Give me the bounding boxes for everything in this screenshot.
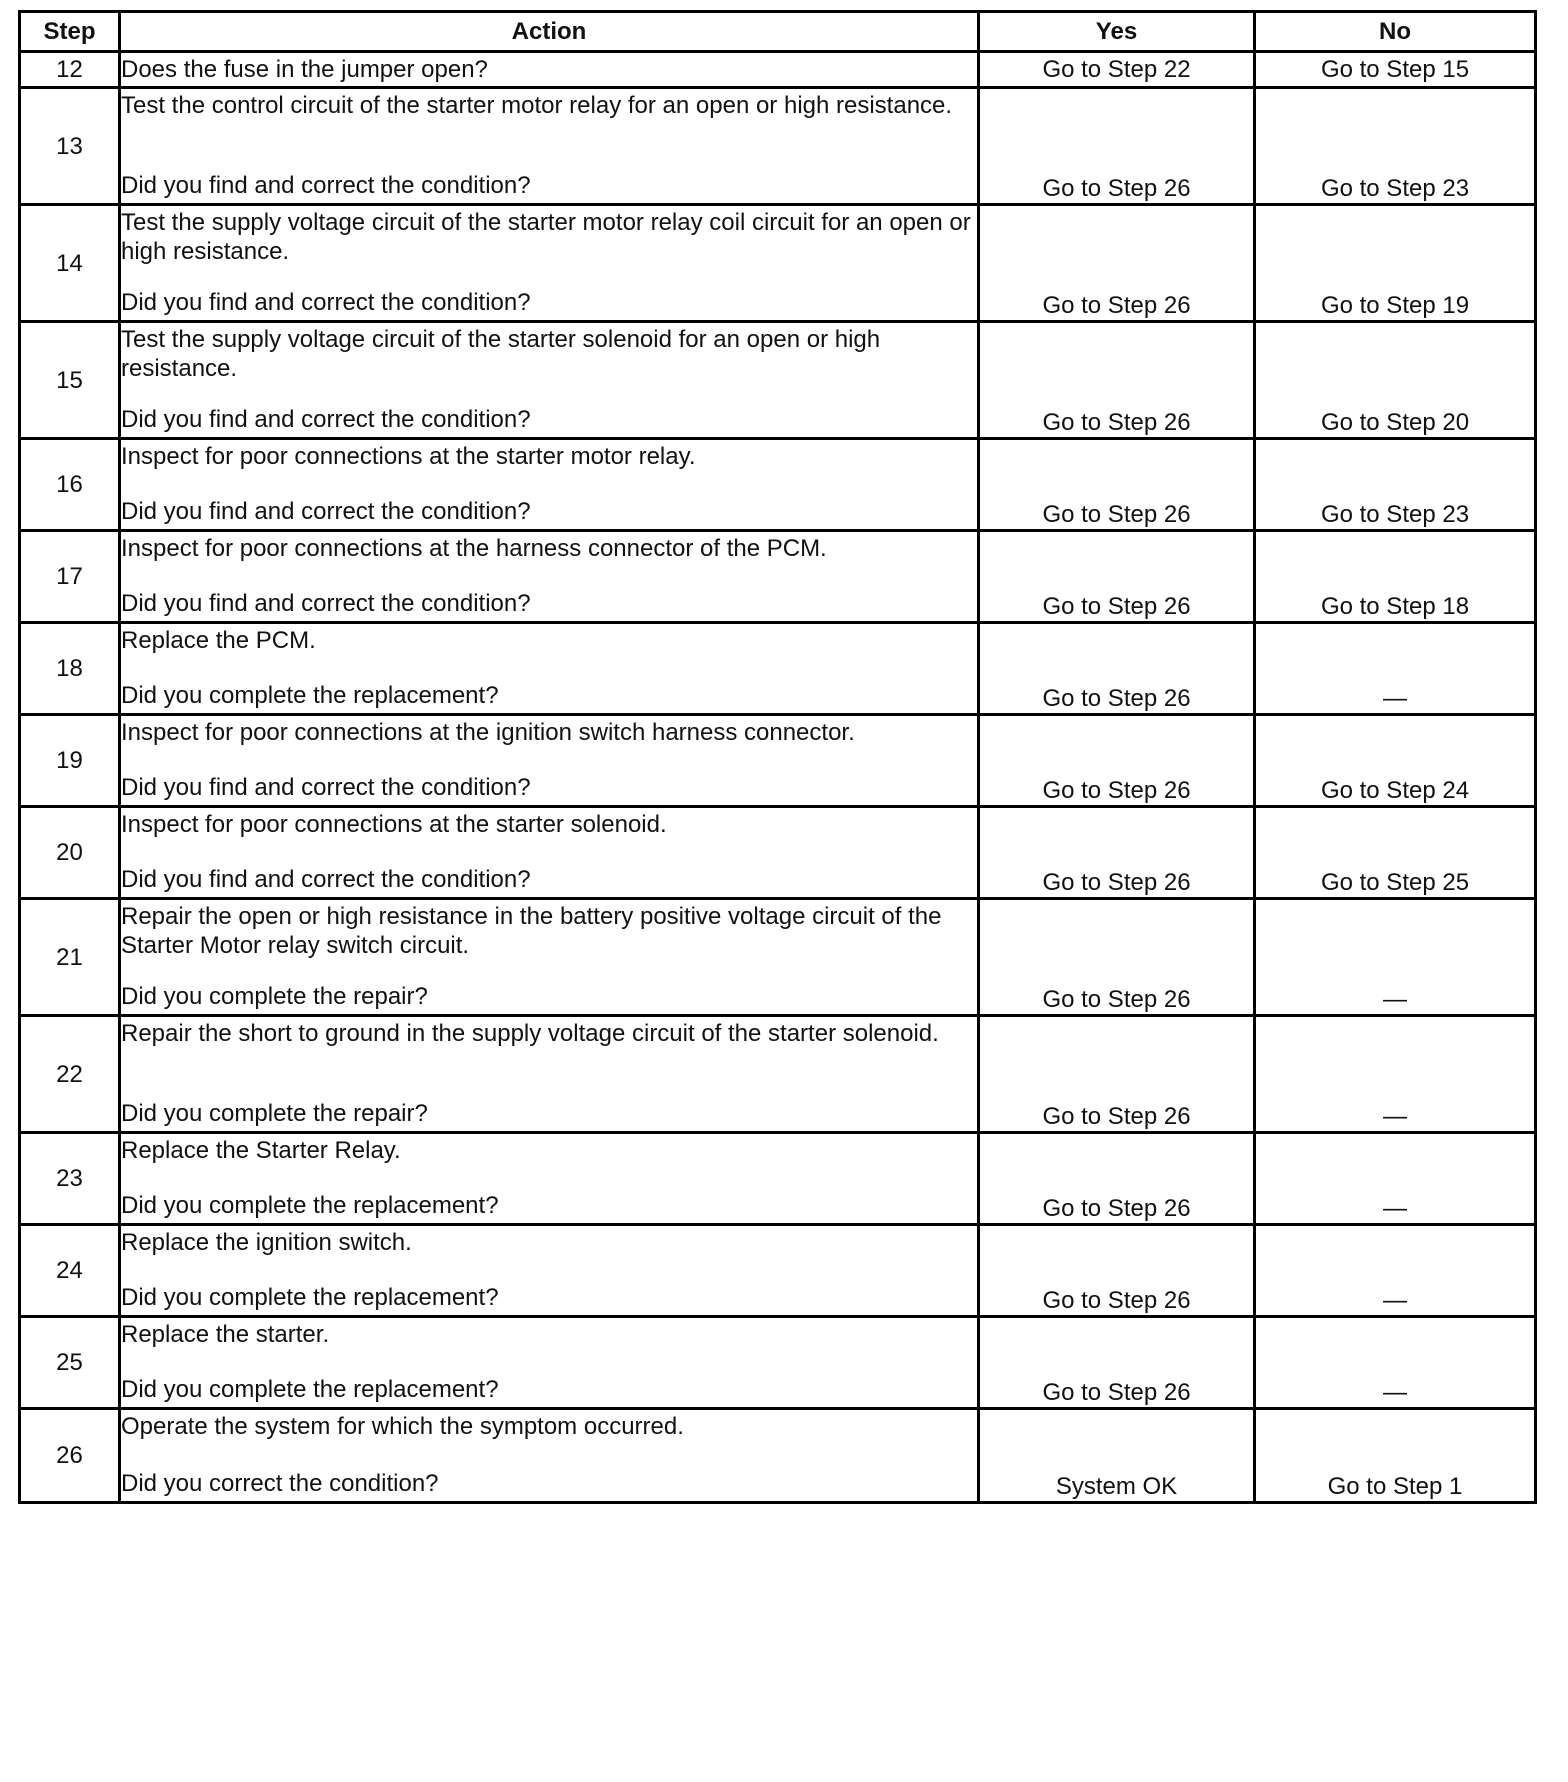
step-number: 14 (20, 205, 120, 322)
action-question: Did you find and correct the condition? (121, 590, 531, 617)
no-result: Go to Step 23 (1255, 439, 1536, 531)
step-number: 18 (20, 623, 120, 715)
action-question: Did you find and correct the condition? (121, 172, 531, 199)
table-row (20, 88, 1536, 205)
action-cell (120, 205, 979, 322)
action-cell (120, 1317, 979, 1409)
action-question: Did you find and correct the condition? (121, 498, 531, 525)
step-number: 17 (20, 531, 120, 623)
step-number: 16 (20, 439, 120, 531)
action-text: Inspect for poor connections at the ignition switch harness connector. (121, 719, 855, 746)
action-text: Test the control circuit of the starter motor relay for an open or high resistance. (121, 92, 953, 119)
yes-result: System OK (979, 1409, 1255, 1503)
action-question: Did you complete the replacement? (121, 1192, 499, 1219)
no-result: Go to Step 15 (1255, 52, 1536, 88)
table-row (20, 322, 1536, 439)
table-row (20, 1225, 1536, 1317)
step-number: 20 (20, 807, 120, 899)
yes-result: Go to Step 26 (979, 1225, 1255, 1317)
action-cell (120, 807, 979, 899)
yes-result: Go to Step 26 (979, 439, 1255, 531)
action-text: Repair the short to ground in the supply voltage circuit of the starter solenoid. (121, 1020, 939, 1047)
step-number: 15 (20, 322, 120, 439)
table-row (20, 623, 1536, 715)
yes-result: Go to Step 26 (979, 531, 1255, 623)
header-step: Step (20, 12, 120, 52)
no-result: Go to Step 20 (1255, 322, 1536, 439)
action-cell (120, 623, 979, 715)
step-number: 22 (20, 1016, 120, 1133)
step-number: 24 (20, 1225, 120, 1317)
table-row (20, 1016, 1536, 1133)
action-question: Did you complete the replacement? (121, 1376, 499, 1403)
table-row (20, 439, 1536, 531)
action-text: Test the supply voltage circuit of the starter motor relay coil circuit for an open or high resistance. (121, 209, 971, 265)
action-question: Did you complete the replacement? (121, 682, 499, 709)
step-number: 21 (20, 899, 120, 1016)
header-yes: Yes (979, 12, 1255, 52)
table-row (20, 531, 1536, 623)
action-cell (120, 1133, 979, 1225)
action-cell (120, 899, 979, 1016)
table-row (20, 807, 1536, 899)
no-result: Go to Step 1 (1255, 1409, 1536, 1503)
table-row (20, 715, 1536, 807)
step-number: 23 (20, 1133, 120, 1225)
action-question: Did you find and correct the condition? (121, 406, 531, 433)
action-question: Did you complete the replacement? (121, 1284, 499, 1311)
action-question: Did you find and correct the condition? (121, 289, 531, 316)
no-result: — (1255, 1016, 1536, 1133)
action-question: Did you correct the condition? (121, 1470, 439, 1497)
no-result: Go to Step 25 (1255, 807, 1536, 899)
step-number: 13 (20, 88, 120, 205)
table-row (20, 205, 1536, 322)
step-number: 19 (20, 715, 120, 807)
yes-result: Go to Step 26 (979, 1317, 1255, 1409)
action-text: Replace the PCM. (121, 627, 316, 654)
no-result: Go to Step 19 (1255, 205, 1536, 322)
action-text: Operate the system for which the symptom occurred. (121, 1413, 684, 1440)
step-number: 26 (20, 1409, 120, 1503)
action-cell (120, 531, 979, 623)
yes-result: Go to Step 26 (979, 1016, 1255, 1133)
action-text: Inspect for poor connections at the harness connector of the PCM. (121, 535, 827, 562)
action-question: Did you complete the repair? (121, 983, 428, 1010)
no-result: — (1255, 899, 1536, 1016)
table-row (20, 1133, 1536, 1225)
table-row (20, 1409, 1536, 1503)
yes-result: Go to Step 26 (979, 623, 1255, 715)
action-text: Does the fuse in the jumper open? (120, 52, 979, 88)
step-number: 25 (20, 1317, 120, 1409)
yes-result: Go to Step 26 (979, 899, 1255, 1016)
action-question: Did you find and correct the condition? (121, 866, 531, 893)
action-cell (120, 322, 979, 439)
yes-result: Go to Step 26 (979, 1133, 1255, 1225)
action-cell (120, 715, 979, 807)
action-text: Test the supply voltage circuit of the starter solenoid for an open or high resistance. (121, 326, 881, 382)
action-question: Did you complete the repair? (121, 1100, 428, 1127)
step-number: 12 (20, 52, 120, 88)
yes-result: Go to Step 26 (979, 807, 1255, 899)
action-text: Replace the ignition switch. (121, 1229, 412, 1256)
action-text: Repair the open or high resistance in the battery positive voltage circuit of the Starter Motor relay switch circuit. (121, 903, 942, 959)
action-text: Inspect for poor connections at the starter motor relay. (121, 443, 696, 470)
no-result: — (1255, 1133, 1536, 1225)
no-result: — (1255, 1317, 1536, 1409)
action-cell (120, 1225, 979, 1317)
header-action: Action (120, 12, 979, 52)
no-result: Go to Step 23 (1255, 88, 1536, 205)
action-text: Replace the starter. (121, 1321, 330, 1348)
header-row (20, 12, 1536, 52)
table-row (20, 52, 1536, 88)
action-cell (120, 439, 979, 531)
yes-result: Go to Step 26 (979, 88, 1255, 205)
diagnostic-table (18, 10, 1537, 1504)
no-result: Go to Step 24 (1255, 715, 1536, 807)
header-no: No (1255, 12, 1536, 52)
no-result: Go to Step 18 (1255, 531, 1536, 623)
action-cell (120, 88, 979, 205)
action-cell (120, 1016, 979, 1133)
action-text: Replace the Starter Relay. (121, 1137, 401, 1164)
yes-result: Go to Step 26 (979, 715, 1255, 807)
action-question: Did you find and correct the condition? (121, 774, 531, 801)
table-row (20, 1317, 1536, 1409)
action-text: Inspect for poor connections at the starter solenoid. (121, 811, 667, 838)
yes-result: Go to Step 26 (979, 322, 1255, 439)
no-result: — (1255, 1225, 1536, 1317)
table-row (20, 899, 1536, 1016)
yes-result: Go to Step 26 (979, 205, 1255, 322)
action-cell (120, 1409, 979, 1503)
yes-result: Go to Step 22 (979, 52, 1255, 88)
no-result: — (1255, 623, 1536, 715)
